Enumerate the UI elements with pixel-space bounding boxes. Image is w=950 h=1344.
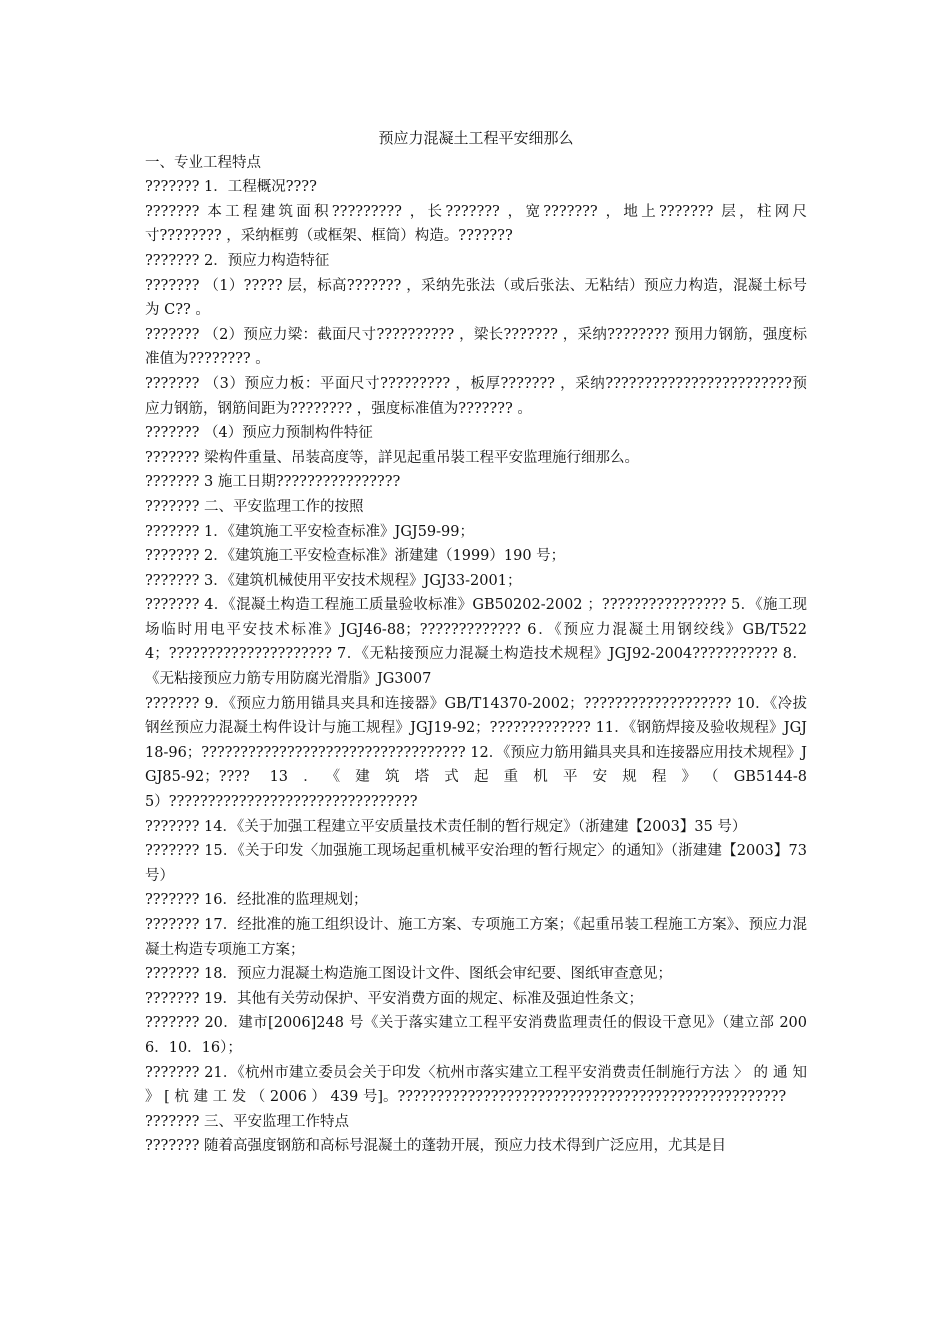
reference-item: ??????? 2．《建筑施工平安检查标准》浙建建（1999）190 号； bbox=[145, 548, 566, 565]
paragraph: ??????? 3 施工日期???????????????? bbox=[145, 474, 401, 491]
paragraph: ??????? 随着高强度钢筋和高标号混凝土的蓬勃开展，预应力技术得到广泛应用，尤其是目 bbox=[145, 1138, 727, 1155]
reference-item: ??????? 3．《建筑机械使用平安技术规程》JGJ33-2001； bbox=[145, 572, 522, 589]
reference-item: ??????? 9．《预应力筋用锚具夹具和连接器》GB/T14370-2002；??????????????????? 10．《冷拔钢丝预应力混凝土构件设计与施工规程》JGJ19-92；????????????? 11．《钢筋焊接及验收规程》JGJ18-96；?????????????????????????????????? 12．《预应力筋用錨具夹具和连接器应用技术规程》JGJ85-92；???? 13．《建筑塔式起重机平安规程》（GB5144-85）???????????????????????????????? bbox=[145, 695, 807, 811]
reference-item: ??????? 16．经批准的监理规划； bbox=[145, 892, 368, 909]
paragraph: ??????? （1）????? 层，标高??????? ，采纳先张法（或后张法、无粘结）预应力构造，混凝土标号为 C?? 。 bbox=[145, 277, 807, 319]
paragraph: ??????? 本工程建筑面积????????? ，长??????? ，宽??????? ，地上??????? 层，柱网尺寸???????? ，采纳框剪（或框架、框筒）构造。??????? bbox=[145, 203, 807, 245]
section-heading-3: ??????? 三、平安监理工作特点 bbox=[145, 1113, 350, 1130]
paragraph: ??????? （3）预应力板：平面尺寸????????? ，板厚??????? ，采纳????????????????????????预应力钢筋，钢筋间距为???????? ，强度标准值为??????? 。 bbox=[145, 375, 807, 417]
document-title: 预应力混凝土工程平安细那么 bbox=[378, 129, 574, 147]
paragraph: ??????? 梁构件重量、吊装高度等，詳见起重吊裝工程平安监理施行细那么。 bbox=[145, 449, 640, 466]
paragraph: ??????? 2．预应力构造特征 bbox=[145, 252, 330, 269]
paragraph: ??????? 1．工程概况???? bbox=[145, 179, 317, 196]
reference-item: ??????? 20．建市[2006]248 号《关于落实建立工程平安消费监理责任的假设干意见》（建立部 2006．10．16）； bbox=[145, 1015, 807, 1056]
section-heading-2: ??????? 二、平安监理工作的按照 bbox=[145, 498, 364, 515]
reference-item: ??????? 15．《关于印发〈加强施工现场起重机械平安治理的暂行规定〉的通知》（浙建建【2003】73 号） bbox=[145, 843, 807, 884]
section-heading-1: 一、专业工程特点 bbox=[145, 154, 261, 171]
reference-item: ??????? 4．《混凝土构造工程施工质量验收标准》GB50202-2002 ；???????????????? 5．《施工现场临时用电平安技术标准》JGJ46-88；????????????? 6．《预应力混凝土用钢绞线》GB/T5224；????????????????????? 7．《无粘接预应力混凝土构造技术规程》JGJ92-2004??????????? 8．《无粘接预应力筋专用防腐光滑脂》JG3007 bbox=[145, 597, 807, 688]
reference-item: ??????? 14．《关于加强工程建立平安质量技术责任制的暂行规定》（浙建建【2003】35 号） bbox=[145, 818, 747, 835]
reference-item: ??????? 18．预应力混凝土构造施工图设计文件、图纸会审纪要、图纸审查意见； bbox=[145, 966, 672, 983]
reference-item: ??????? 1．《建筑施工平安检查标准》JGJ59-99； bbox=[145, 523, 475, 540]
reference-item: ??????? 19．其他有关劳动保护、平安消费方面的规定、标准及强迫性条文； bbox=[145, 990, 643, 1007]
reference-item: ??????? 17．经批准的施工组织设计、施工方案、专项施工方案；《起重吊装工程施工方案》、预应力混凝土构造专项施工方案； bbox=[145, 917, 807, 958]
reference-item: ??????? 21．《杭州市建立委员会关于印发〈杭州市落实建立工程平安消费责任制施行方法 〉 的 通 知 》 [ 杭 建 工 发 （ 2006 ） 439 号]。?????????????????????????????????????????????????? bbox=[145, 1064, 807, 1106]
paragraph: ??????? （2）预应力梁：截面尺寸?????????? ，梁长??????? ，采纳???????? 预用力钢筋，强度标准值为???????? 。 bbox=[145, 326, 807, 368]
paragraph: ??????? （4）预应力预制构件特征 bbox=[145, 425, 373, 442]
document-body bbox=[145, 126, 807, 1159]
